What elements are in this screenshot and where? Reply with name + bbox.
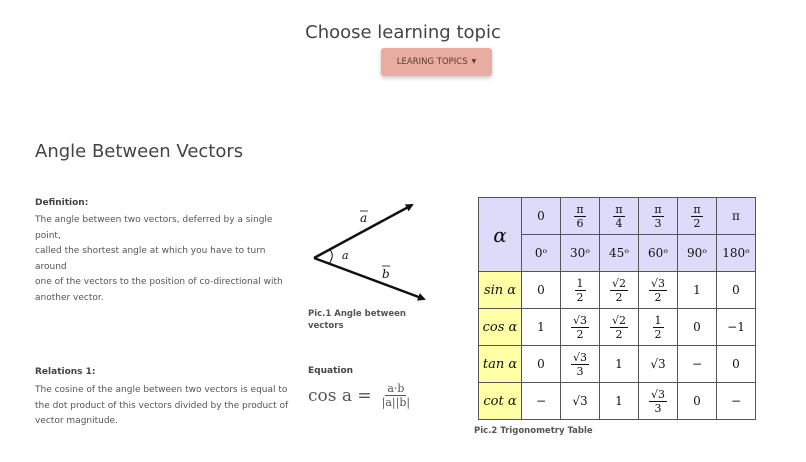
fraction-numerator: √3: [572, 351, 587, 364]
fraction: [691, 203, 702, 230]
caret-down-icon: ▼: [471, 58, 477, 65]
equation-label: Equation: [308, 366, 354, 376]
degree-header-cell: 90ᵒ: [678, 235, 717, 272]
fraction-numerator: π: [576, 203, 584, 216]
fraction-numerator: π: [654, 203, 662, 216]
caption-line: Pic.1 Angle between: [308, 309, 406, 319]
table-row: [479, 309, 756, 346]
fraction-numerator: √2: [611, 277, 626, 290]
fraction: [571, 314, 589, 341]
fraction-numerator: 1: [576, 277, 584, 290]
alpha-header-cell: α: [479, 198, 522, 272]
function-name-cell: sin α: [479, 272, 522, 309]
value-cell: 1: [600, 346, 639, 383]
fraction-denominator: 2: [576, 328, 584, 341]
fraction-numerator: √3: [572, 314, 587, 327]
fraction: [613, 203, 624, 230]
radian-header-cell: 0: [522, 198, 561, 235]
vector-b-label: b: [382, 267, 390, 281]
value-cell: [600, 309, 639, 346]
cosine-equation: [308, 382, 412, 409]
caption-line: vectors: [308, 321, 344, 331]
radian-header-cell: [600, 198, 639, 235]
definition-text: [35, 213, 297, 306]
fraction-numerator: √3: [650, 277, 665, 290]
value-cell: −: [717, 383, 756, 420]
table-row: [479, 198, 756, 235]
value-cell: 0: [522, 272, 561, 309]
degree-header-cell: 45ᵒ: [600, 235, 639, 272]
fraction: [649, 388, 667, 415]
definition-line: another vector.: [35, 292, 104, 303]
degree-header-cell: 0ᵒ: [522, 235, 561, 272]
value-cell: [639, 383, 678, 420]
pic2-caption: Pic.2 Trigonometry Table: [474, 426, 593, 436]
value-cell: [600, 272, 639, 309]
learning-topics-dropdown-button[interactable]: [381, 48, 492, 76]
radian-header-cell: π: [717, 198, 756, 235]
value-cell: √3: [561, 383, 600, 420]
value-cell: 0: [717, 272, 756, 309]
degree-header-cell: 180ᵒ: [717, 235, 756, 272]
value-cell: 0: [678, 309, 717, 346]
fraction: [610, 314, 628, 341]
fraction-numerator: √3: [650, 388, 665, 401]
value-cell: [639, 272, 678, 309]
definition-heading: Definition:: [35, 198, 89, 208]
relations-heading: Relations 1:: [35, 367, 96, 377]
fraction-denominator: 4: [615, 217, 623, 230]
value-cell: [561, 309, 600, 346]
value-cell: 0: [717, 346, 756, 383]
value-cell: [639, 309, 678, 346]
value-cell: √3: [639, 346, 678, 383]
function-name-cell: cos α: [479, 309, 522, 346]
fraction-numerator: π: [615, 203, 623, 216]
function-name-cell: tan α: [479, 346, 522, 383]
section-title: Angle Between Vectors: [35, 141, 244, 162]
fraction-denominator: 2: [654, 328, 662, 341]
pic1-caption: [308, 308, 406, 332]
fraction-denominator: 2: [654, 291, 662, 304]
fraction: [652, 203, 663, 230]
fraction: [653, 314, 664, 341]
fraction-denominator: 3: [576, 365, 584, 378]
radian-header-cell: [639, 198, 678, 235]
fraction-denominator: 3: [654, 217, 662, 230]
fraction: [649, 277, 667, 304]
value-cell: 1: [522, 309, 561, 346]
value-cell: 1: [678, 272, 717, 309]
angle-arc: [329, 250, 332, 264]
fraction-denominator: 2: [615, 328, 623, 341]
table-row: [479, 272, 756, 309]
radian-header-cell: [678, 198, 717, 235]
fraction: [571, 351, 589, 378]
vector-a-label: a: [360, 211, 368, 225]
equation-numerator: a·b: [387, 382, 405, 395]
fraction: [575, 277, 586, 304]
fraction: [574, 203, 585, 230]
fraction-numerator: π: [693, 203, 701, 216]
fraction-denominator: 2: [615, 291, 623, 304]
relations-line: the dot product of this vectors divided by the product of: [35, 400, 289, 411]
value-cell: −: [678, 346, 717, 383]
vector-b-arrow: [314, 258, 424, 299]
definition-line: The angle between two vectors, deferred by a single point,: [35, 215, 273, 241]
degree-header-cell: 30ᵒ: [561, 235, 600, 272]
equation-denominator: |a||b|: [381, 396, 411, 409]
value-cell: [561, 272, 600, 309]
value-cell: 1: [600, 383, 639, 420]
degree-header-cell: 60ᵒ: [639, 235, 678, 272]
fraction-numerator: 1: [654, 314, 662, 327]
value-cell: 0: [522, 346, 561, 383]
table-row: [479, 383, 756, 420]
function-name-cell: cot α: [479, 383, 522, 420]
fraction-denominator: 3: [654, 402, 662, 415]
angle-label: a: [342, 249, 349, 262]
value-cell: −1: [717, 309, 756, 346]
fraction-denominator: 2: [693, 217, 701, 230]
radian-header-cell: [561, 198, 600, 235]
definition-line: called the shortest angle at which you have to turn around: [35, 246, 266, 272]
fraction-numerator: √2: [611, 314, 626, 327]
learning-topics-label: LEARING TOPICS: [396, 57, 468, 67]
fraction-denominator: 6: [576, 217, 584, 230]
table-row: [479, 346, 756, 383]
relations-line: vector magnitude.: [35, 416, 118, 426]
equation-lhs: cos a =: [308, 385, 372, 406]
trigonometry-table: [478, 197, 756, 420]
relations-text: [35, 383, 297, 430]
fraction-denominator: 2: [576, 291, 584, 304]
equation-fraction: [380, 382, 412, 409]
page-header-title: Choose learning topic: [305, 22, 501, 43]
fraction: [610, 277, 628, 304]
value-cell: −: [522, 383, 561, 420]
definition-line: one of the vectors to the position of co-directional with: [35, 277, 283, 287]
vector-angle-diagram: [308, 198, 438, 306]
value-cell: 0: [678, 383, 717, 420]
relations-line: The cosine of the angle between two vectors is equal to: [35, 385, 288, 395]
value-cell: [561, 346, 600, 383]
